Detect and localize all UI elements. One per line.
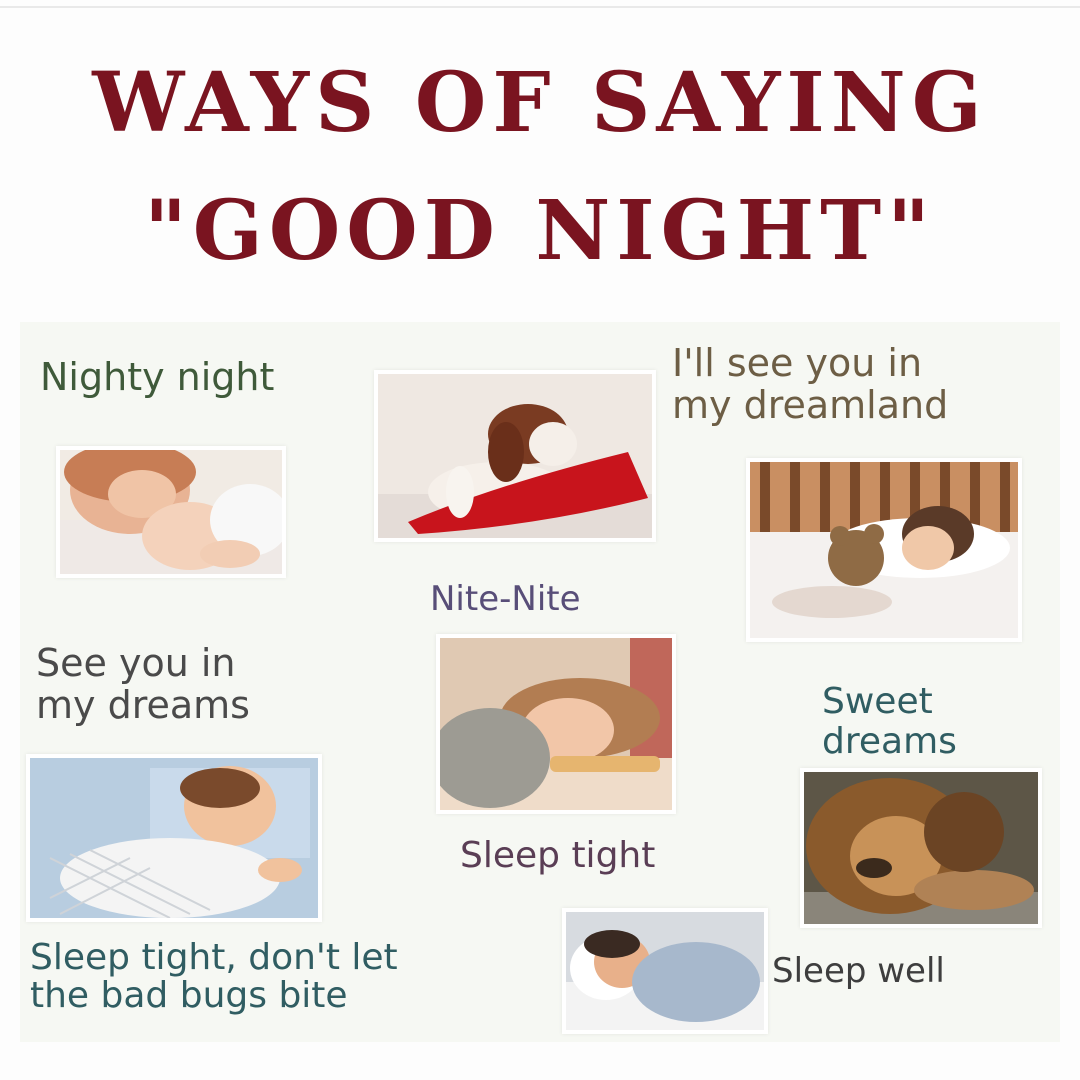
photo-child-asleep-at-table: [436, 634, 676, 814]
phrase-sleep-well: Sleep well: [772, 951, 945, 991]
phrase-nighty-night: Nighty night: [40, 355, 275, 399]
photo-puppy-on-pillow: [374, 370, 656, 542]
photo-smiling-baby-in-bed: [26, 754, 322, 922]
photo-sleeping-lion: [800, 768, 1042, 928]
phrase-bugs-line-2: the bad bugs bite: [30, 975, 348, 1016]
title-line-1: WAYS OF SAYING: [92, 55, 988, 151]
phrase-nite-nite: Nite-Nite: [430, 579, 581, 619]
photo-mother-and-baby: [56, 446, 286, 578]
photo-man-sleeping: [562, 908, 768, 1034]
title-line-2: "GOOD NIGHT": [144, 183, 936, 279]
phrase-dreamland-line-2: my dreamland: [672, 383, 949, 427]
phrase-dreamland-line-1: I'll see you in: [672, 341, 923, 385]
top-divider: [0, 6, 1080, 8]
phrase-sleep-tight: Sleep tight: [460, 835, 656, 876]
phrase-see-dreams-line-2: my dreams: [36, 683, 250, 727]
phrase-sweet-dreams-line-2: dreams: [822, 721, 957, 762]
phrase-bugs-line-1: Sleep tight, don't let: [30, 937, 398, 978]
phrase-see-dreams-line-1: See you in: [36, 641, 236, 685]
photo-child-with-teddy: [746, 458, 1022, 642]
phrase-sweet-dreams-line-1: Sweet: [822, 681, 933, 722]
